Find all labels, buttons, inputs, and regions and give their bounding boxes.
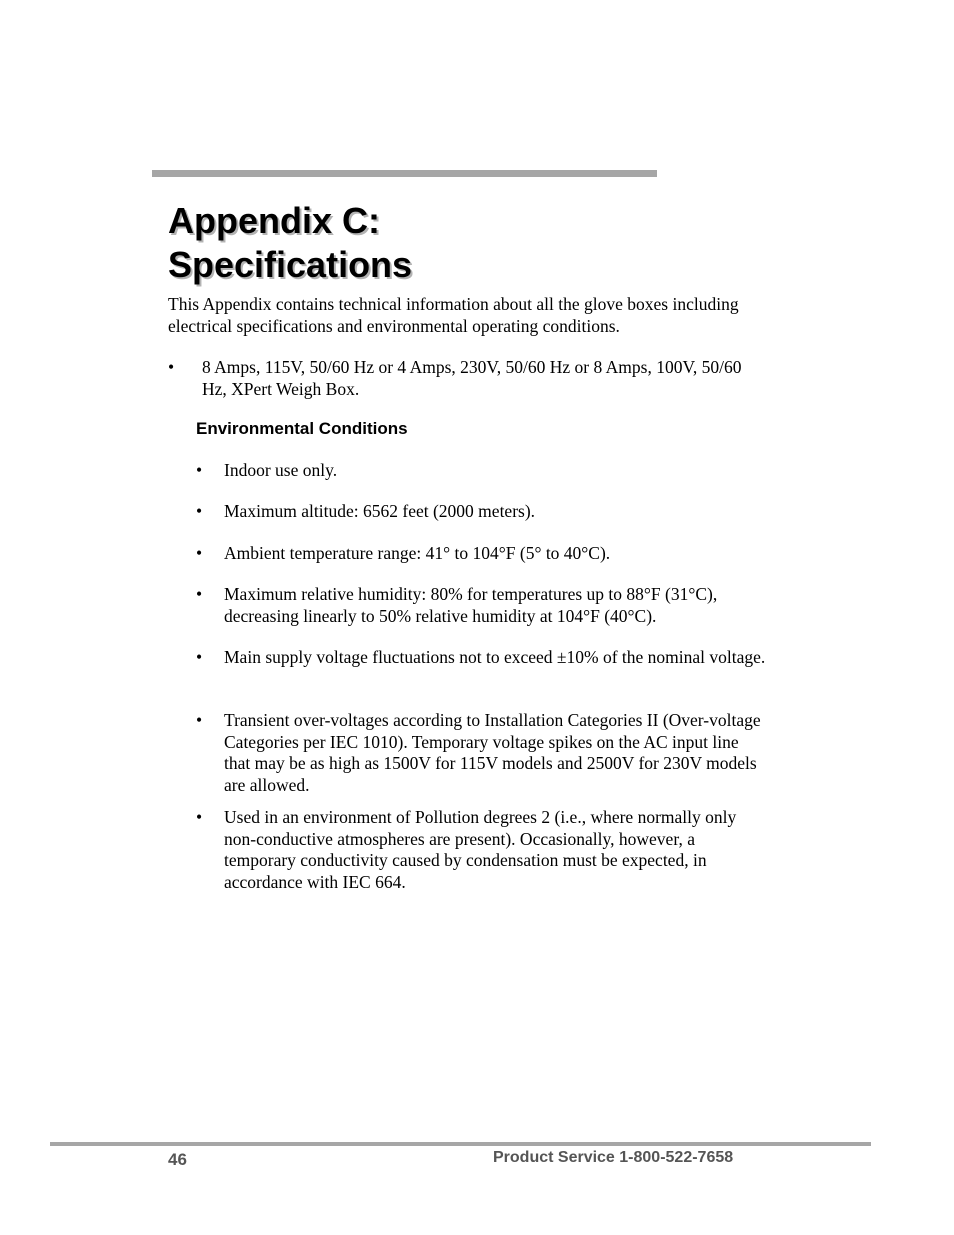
bullet-icon: •: [196, 647, 203, 667]
list-item-text: Transient over-voltages according to Installation Categories II (Over-voltage Categories per IEC 1010). Temporary voltage spikes on the AC input line that may be as high as 1500V for 115V models and 2500V for 230V models are allowed.: [224, 710, 761, 796]
list-item: [196, 807, 766, 894]
power-spec-item: [168, 357, 758, 400]
bullet-icon: •: [196, 710, 203, 730]
bullet-icon: •: [196, 807, 203, 827]
title-line-2: Specifications: [168, 244, 413, 285]
list-item: [196, 501, 766, 523]
list-item-text: Maximum relative humidity: 80% for temperatures up to 88°F (31°C), decreasing linearly to 50% relative humidity at 104°F (40°C).: [224, 584, 718, 626]
list-item-text: Ambient temperature range: 41° to 104°F (5° to 40°C).: [224, 543, 611, 563]
bullet-icon: •: [196, 543, 203, 563]
product-service-text: Product Service 1-800-522-7658: [493, 1149, 734, 1166]
page-number: 46: [168, 1150, 187, 1169]
page-title: [168, 199, 412, 287]
list-item: [196, 543, 766, 565]
list-item-text: Indoor use only.: [224, 460, 338, 480]
power-spec-text: 8 Amps, 115V, 50/60 Hz or 4 Amps, 230V, 50/60 Hz or 8 Amps, 100V, 50/60 Hz, XPert Weigh Box.: [202, 357, 742, 399]
bullet-icon: •: [196, 501, 203, 521]
footer-divider: [50, 1142, 871, 1146]
title-line-1: Appendix C:: [168, 200, 380, 241]
bullet-icon: •: [168, 357, 175, 377]
list-item: [196, 584, 766, 627]
intro-paragraph: This Appendix contains technical information about all the glove boxes including electrical specifications and environmental operating conditions.: [168, 294, 739, 336]
bullet-icon: •: [196, 584, 203, 604]
list-item-text: Maximum altitude: 6562 feet (2000 meters).: [224, 501, 536, 521]
list-item: [196, 647, 766, 669]
environmental-conditions-heading: Environmental Conditions: [196, 419, 408, 438]
top-divider: [152, 170, 657, 177]
list-item: [196, 460, 766, 482]
list-item-text: Used in an environment of Pollution degrees 2 (i.e., where normally only non-conductive atmospheres are present). Occasionally, however, a temporary conductivity caused by condensation must be expected, in accordance with IEC 664.: [224, 807, 737, 893]
bullet-icon: •: [196, 460, 203, 480]
list-item: [196, 710, 766, 797]
list-item-text: Main supply voltage fluctuations not to exceed ±10% of the nominal voltage.: [224, 647, 766, 667]
